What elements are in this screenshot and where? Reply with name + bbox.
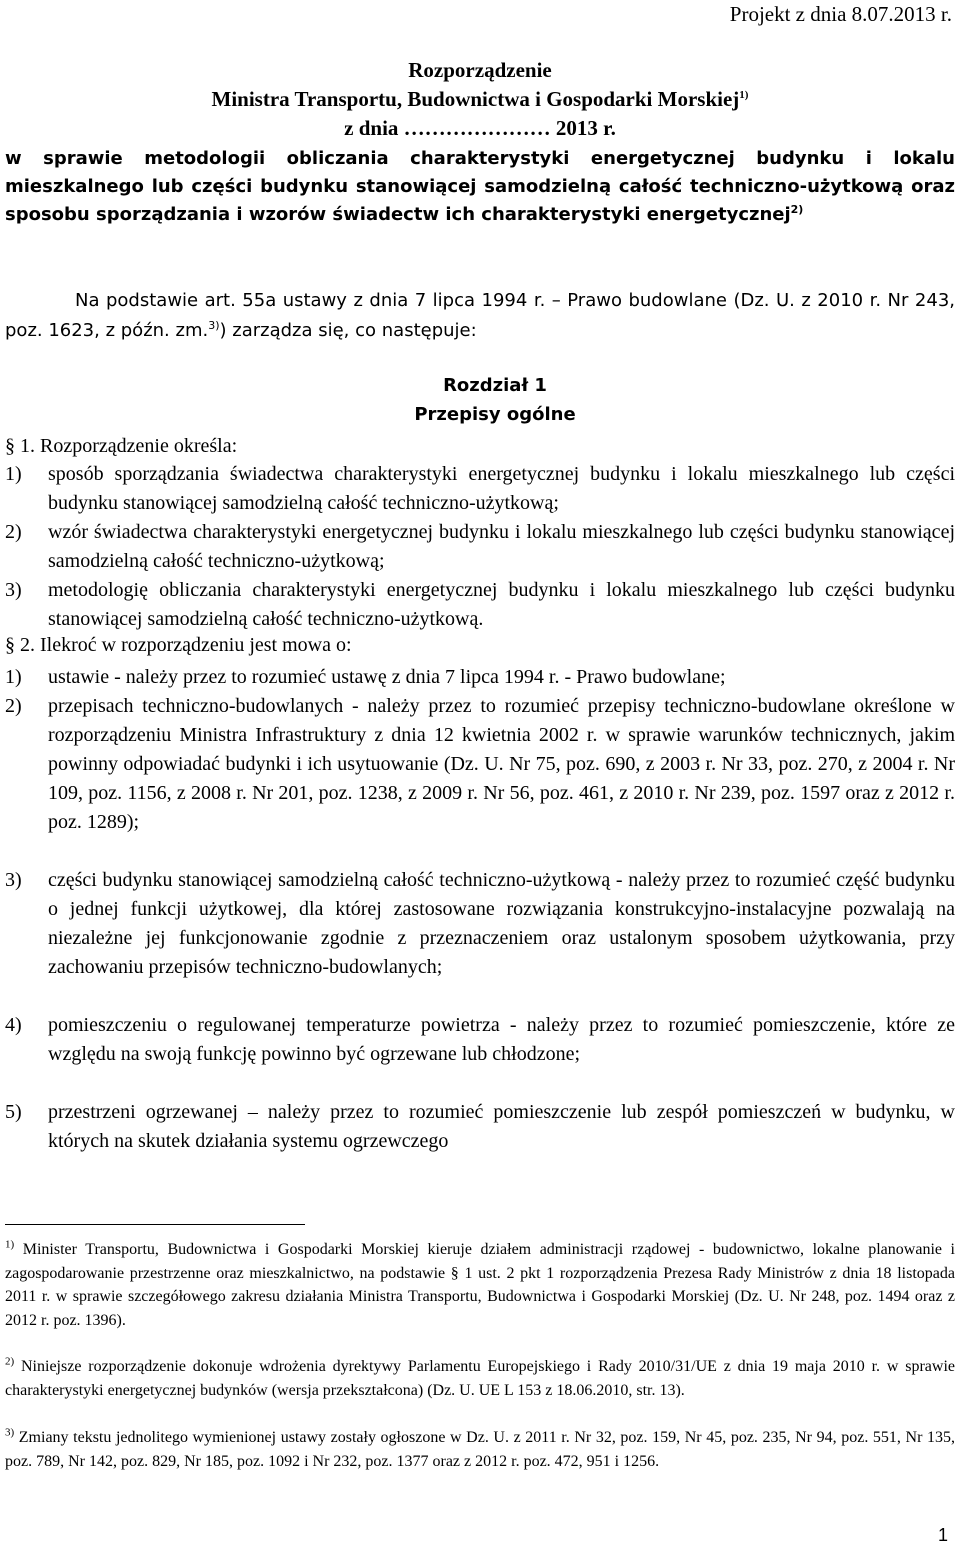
list-item-text: części budynku stanowiącej samodzielną całość techniczno-użytkową - należy przez to rozumieć część budynku o jednej funkcji użytkowej, dla której zastosowane rozwiązania konstrukcyjno-instalacyjne pozwalają na niezależne jej funkcjonowanie zgodnie z przeznaczeniem oraz ustalonym sposobem użytkowania, przy zachowaniu przepisów techniczno-budowlanych; xyxy=(48,869,955,978)
list-item-number: 5) xyxy=(5,1101,22,1123)
list-item-text: sposób sporządzania świadectwa charakterystyki energetycznej budynku i lokalu mieszkalnego lub części budynku stanowiącej samodzielną całość techniczno-użytkową; xyxy=(48,463,955,514)
footnote xyxy=(5,1238,955,1332)
footnote-text: Zmiany tekstu jednolitego wymienionej ustawy zostały ogłoszone w Dz. U. z 2011 r. Nr 32, poz. 159, Nr 45, poz. 235, Nr 94, poz. 551, Nr 135, poz. 789, Nr 142, poz. 829, Nr 185, poz. 1092 i Nr 232, poz. 1377 oraz z 2012 r. poz. 472, 951 i 1256. xyxy=(5,1429,956,1470)
footnote-number: 2) xyxy=(5,1355,15,1368)
footnote-text: Minister Transportu, Budownictwa i Gospodarki Morskiej kieruje działem administracji rządowej - budownictwo, lokalne planowanie i zagospodarowanie przestrzenne oraz mieszkalnictwo, na podstawie § 1 ust. 2 pkt 1 rozporządzenia Prezesa Rady Ministrów z dnia 18 listopada 2011 r. w sprawie szczegółowego zakresu działania Ministra Transportu, Budownictwa i Gospodarki Morskiej (Dz. U. Nr 248, poz. 1494 oraz z 2012 r. poz. 1396). xyxy=(5,1241,956,1329)
footnote-number: 1) xyxy=(5,1238,15,1251)
draft-date-header: Projekt z dnia 8.07.2013 r. xyxy=(729,2,952,26)
preamble-tail: ) zarządza się, co następuje: xyxy=(219,320,477,341)
paragraph-2-label: § 2. Ilekroć w rozporządzeniu jest mowa o: xyxy=(5,634,352,656)
preamble-text: Na podstawie art. 55a ustawy z dnia 7 lipca 1994 r. – Prawo budowlane (Dz. U. z 2010 r. Nr 243, poz. 1623, z późn. zm. xyxy=(5,290,955,341)
list-item xyxy=(5,576,955,634)
list-item xyxy=(5,663,955,692)
list-item xyxy=(5,460,955,518)
footnote xyxy=(5,1426,955,1473)
paragraph-1-label: § 1. Rozporządzenie określa: xyxy=(5,435,238,457)
footnote-number: 3) xyxy=(5,1426,15,1439)
list-item-number: 2) xyxy=(5,695,22,717)
list-item-text: wzór świadectwa charakterystyki energetycznej budynku i lokalu mieszkalnego lub części budynku stanowiącej samodzielną całość techniczno-użytkową; xyxy=(48,521,955,572)
chapter-subtitle: Przepisy ogólne xyxy=(414,404,576,425)
issuer-title xyxy=(0,87,960,112)
list-item-number: 3) xyxy=(5,869,22,891)
list-item-number: 1) xyxy=(5,463,22,485)
list-item-text: pomieszczeniu o regulowanej temperaturze powietrza - należy przez to rozumieć pomieszczenie, które ze względu na swoją funkcję powinno być ogrzewane lub chłodzone; xyxy=(48,1014,955,1065)
list-item-text: ustawie - należy przez to rozumieć ustawę z dnia 7 lipca 1994 r. - Prawo budowlane; xyxy=(48,666,726,688)
list-item-text: metodologię obliczania charakterystyki energetycznej budynku i lokalu mieszkalnego lub części budynku stanowiącej samodzielną całość techniczno-użytkową. xyxy=(48,579,955,630)
act-subject-text: w sprawie metodologii obliczania charakterystyki energetycznej budynku i lokalu mieszkalnego lub części budynku stanowiącej samodzielną całość techniczno-użytkową oraz sposobu sporządzania i wzorów świadectw ich charakterystyki energetycznej xyxy=(5,148,955,225)
act-type-title: Rozporządzenie xyxy=(408,58,552,82)
preamble xyxy=(5,286,955,346)
footnote xyxy=(5,1355,955,1402)
list-item xyxy=(5,866,955,982)
list-item-text: przestrzeni ogrzewanej – należy przez to rozumieć pomieszczenie lub zespół pomieszczeń w budynku, w których na skutek działania systemu ogrzewczego xyxy=(48,1101,955,1152)
list-item xyxy=(5,518,955,576)
list-item xyxy=(5,1098,955,1156)
footnote-divider xyxy=(5,1224,305,1225)
footnote-ref-2: 2) xyxy=(790,203,804,216)
list-item-text: przepisach techniczno-budowlanych - należy przez to rozumieć przepisy techniczno-budowlane określone w rozporządzeniu Ministra Infrastruktury z dnia 12 kwietnia 2002 r. w sprawie warunków technicznych, jakim powinny odpowiadać budynki i ich usytuowanie (Dz. U. Nr 75, poz. 690, z 2003 r. Nr 33, poz. 270, z 2004 r. Nr 109, poz. 1156, z 2008 r. Nr 201, poz. 1238, z 2009 r. Nr 56, poz. 461, z 2010 r. Nr 239, poz. 1597 oraz z 2012 r. poz. 1289); xyxy=(48,695,955,833)
act-subject xyxy=(5,145,955,229)
list-item-number: 1) xyxy=(5,666,22,688)
issuer-title-text: Ministra Transportu, Budownictwa i Gospodarki Morskiej xyxy=(211,87,740,111)
list-item xyxy=(5,692,955,837)
list-item-number: 3) xyxy=(5,579,22,601)
page-number: 1 xyxy=(937,1525,948,1545)
footnote-ref-1: 1) xyxy=(739,89,749,101)
footnote-ref-3: 3) xyxy=(208,319,220,332)
list-item-number: 4) xyxy=(5,1014,22,1036)
act-date-title: z dnia ………………… 2013 r. xyxy=(344,116,616,140)
list-item-number: 2) xyxy=(5,521,22,543)
list-item xyxy=(5,1011,955,1069)
footnote-text: Niniejsze rozporządzenie dokonuje wdrożenia dyrektywy Parlamentu Europejskiego i Rady 2010/31/UE z dnia 19 maja 2010 r. w sprawie charakterystyki energetycznej budynków (wersja przekształcona) (Dz. U. UE L 153 z 18.06.2010, str. 13). xyxy=(5,1358,956,1399)
chapter-title: Rozdział 1 xyxy=(443,375,547,396)
